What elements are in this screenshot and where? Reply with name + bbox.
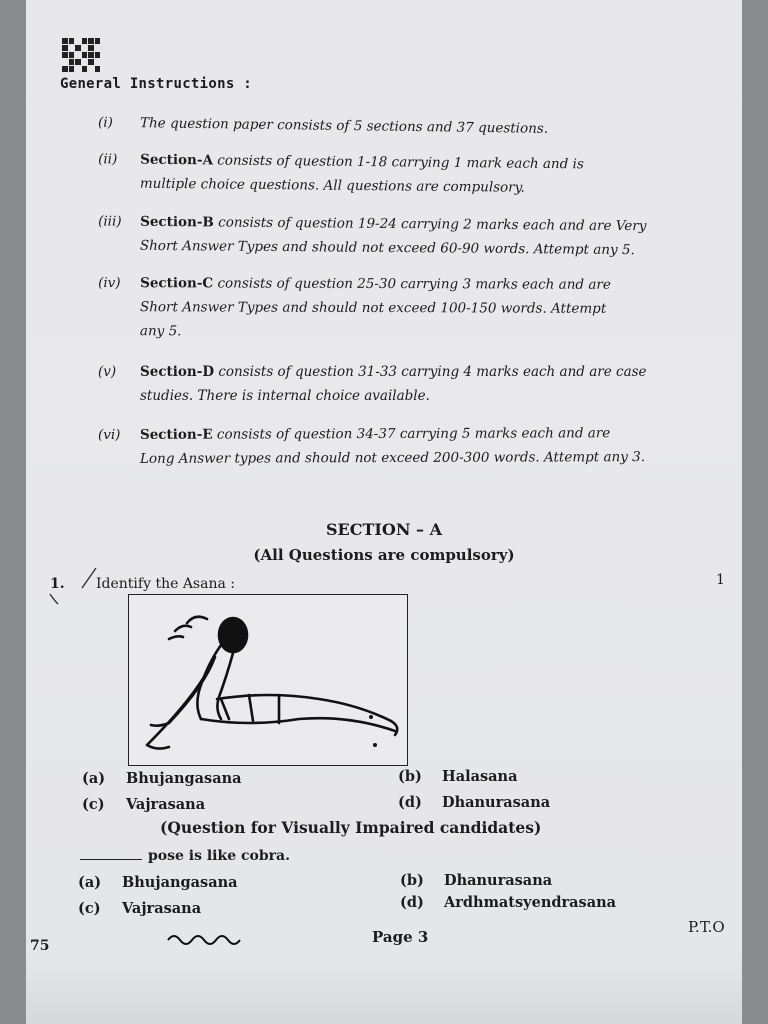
instruction-text: Long Answer types and should not exceed 200-300 words. Attempt any 3. <box>140 449 646 467</box>
option-label: (b) <box>400 872 424 889</box>
section-label: Section-B <box>140 213 214 231</box>
option-label: (b) <box>398 768 422 785</box>
pto-label: P.T.O <box>688 918 725 936</box>
answer-blank <box>80 859 142 860</box>
question-marks: 1 <box>716 572 725 588</box>
option-label: (c) <box>82 796 105 813</box>
vi-option-a <box>78 874 238 891</box>
question-text: Identify the Asana : <box>96 576 235 592</box>
instruction-item <box>98 360 647 408</box>
option-text: Vajrasana <box>126 796 206 813</box>
asana-figure <box>128 594 408 766</box>
instruction-text: consists of question 25-30 carrying 3 marks each and are <box>213 275 611 293</box>
option-label: (d) <box>398 794 422 811</box>
option-text: Vajrasana <box>122 900 202 917</box>
vi-question-text: pose is like cobra. <box>148 848 290 864</box>
footer-code: 75 <box>30 938 50 954</box>
instruction-text: consists of question 31-33 carrying 4 marks each and are case <box>214 364 647 380</box>
option-text: Bhujangasana <box>126 770 242 787</box>
option-label: (d) <box>400 894 424 911</box>
section-title: SECTION – A <box>326 520 442 539</box>
option-text: Bhujangasana <box>122 874 238 891</box>
instruction-text: consists of question 19-24 carrying 2 marks each and are Very <box>213 214 647 235</box>
option-text: Dhanurasana <box>442 794 551 811</box>
vi-option-c <box>78 900 201 917</box>
question-number: 1. <box>50 576 65 592</box>
option-b <box>398 768 518 785</box>
option-label: (c) <box>78 900 101 917</box>
option-c <box>82 796 205 813</box>
instruction-text: The question paper consists of 5 sections and 37 questions. <box>139 115 549 137</box>
option-label: (a) <box>82 770 106 787</box>
instruction-text: any 5. <box>139 323 182 340</box>
cobra-pose-illustration <box>129 595 406 764</box>
option-label: (a) <box>78 874 102 891</box>
qr-code-icon <box>62 38 100 72</box>
section-label: Section-C <box>140 275 214 292</box>
vi-option-d <box>400 894 616 911</box>
section-label: Section-D <box>140 364 215 380</box>
vi-option-b <box>400 872 552 889</box>
instruction-text: Short Answer Types and should not exceed 60-90 words. Attempt any 5. <box>139 237 635 259</box>
instruction-number: (iv) <box>98 275 121 292</box>
instruction-number: (v) <box>98 364 117 380</box>
instruction-text: multiple choice questions. All questions are compulsory. <box>139 175 525 196</box>
instruction-number: (ii) <box>98 151 118 168</box>
section-subtitle: (All Questions are compulsory) <box>253 546 515 564</box>
option-text: Halasana <box>442 768 518 785</box>
instruction-item <box>97 421 646 471</box>
instruction-number: (iii) <box>98 213 122 230</box>
general-instructions-heading: General Instructions : <box>60 76 253 92</box>
instruction-text: consists of question 34-37 carrying 5 marks each and are <box>212 425 611 443</box>
option-text: Ardhmatsyendrasana <box>444 894 617 911</box>
instruction-item <box>98 210 647 262</box>
squiggle-mark-icon <box>166 930 244 946</box>
instruction-number: (i) <box>97 114 113 131</box>
instruction-text: studies. There is internal choice available. <box>140 388 430 404</box>
instruction-item <box>98 271 611 345</box>
section-label: Section-E <box>139 426 213 443</box>
page-shadow <box>26 960 742 1024</box>
option-a <box>82 770 242 787</box>
question-1 <box>50 576 235 592</box>
page-number: Page 3 <box>372 928 429 946</box>
instruction-item <box>98 148 584 201</box>
option-text: Dhanurasana <box>444 872 553 889</box>
visually-impaired-heading: (Question for Visually Impaired candidates) <box>160 818 542 837</box>
instruction-text: consists of question 1-18 carrying 1 mark each and is <box>212 152 584 173</box>
vi-question <box>80 848 290 864</box>
option-d <box>398 794 550 811</box>
instruction-text: Short Answer Types and should not exceed 100-150 words. Attempt <box>139 299 607 317</box>
instruction-number: (vi) <box>97 426 121 444</box>
section-label: Section-A <box>140 151 214 169</box>
